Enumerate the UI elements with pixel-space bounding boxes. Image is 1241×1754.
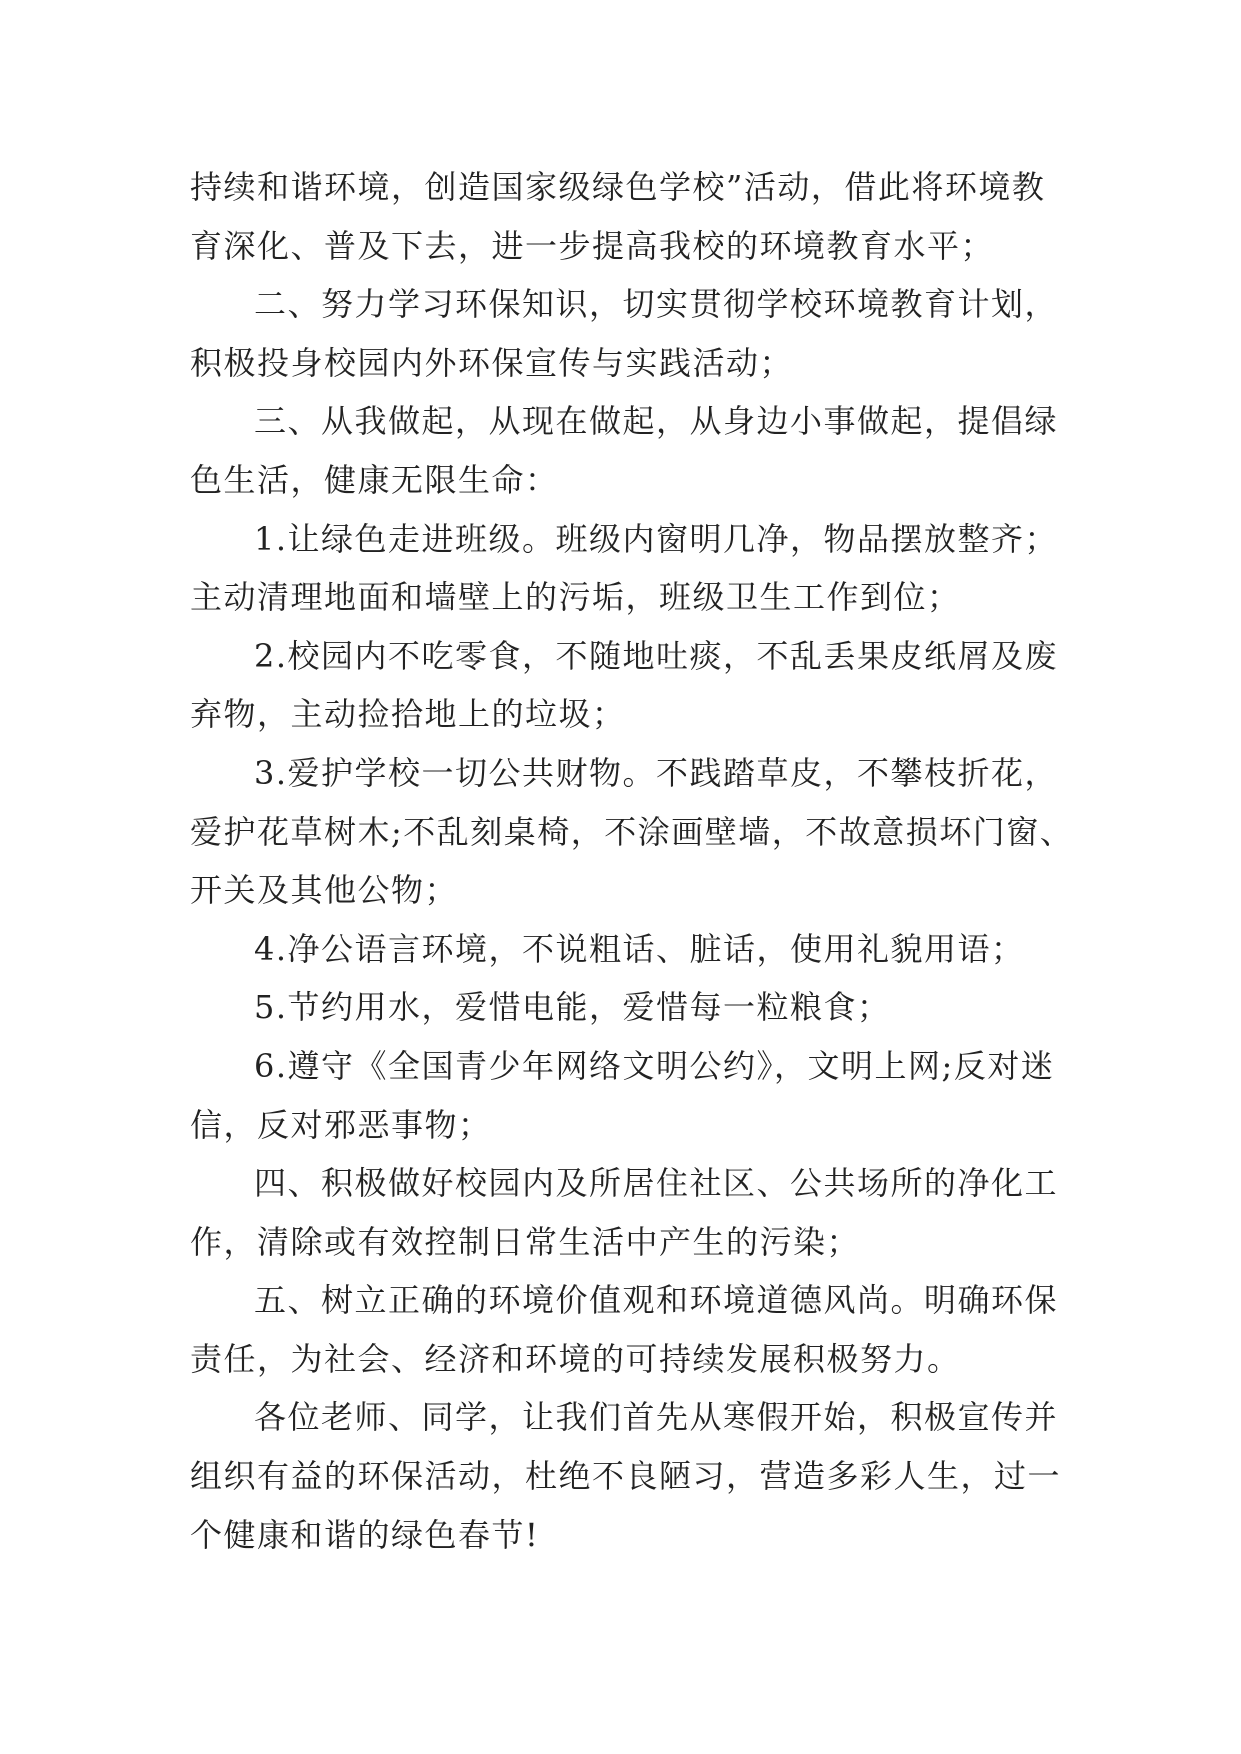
paragraph-line: 爱护花草树木;不乱刻桌椅，不涂画壁墙，不故意损坏门窗、 bbox=[190, 812, 1074, 851]
paragraph-line: 个健康和谐的绿色春节! bbox=[190, 1515, 540, 1554]
paragraph-line: 五、树立正确的环境价值观和环境道德风尚。明确环保 bbox=[254, 1281, 1059, 1320]
paragraph-line: 色生活，健康无限生命： bbox=[190, 460, 559, 499]
paragraph-line: 育深化、普及下去，进一步提高我校的环境教育水平； bbox=[190, 226, 995, 265]
paragraph-line: 信，反对邪恶事物； bbox=[190, 1105, 492, 1144]
paragraph-line: 6.遵守《全国青少年网络文明公约》，文明上网;反对迷 bbox=[254, 1046, 1055, 1085]
paragraph-line: 5.节约用水，爱惜电能，爱惜每一粒粮食； bbox=[254, 988, 891, 1027]
paragraph-line: 二、努力学习环保知识，切实贯彻学校环境教育计划， bbox=[254, 285, 1059, 324]
document-body bbox=[190, 158, 1074, 1564]
paragraph-line: 4.净公语言环境，不说粗话、脏话，使用礼貌用语； bbox=[254, 929, 1025, 968]
paragraph-line: 积极投身校园内外环保宣传与实践活动； bbox=[190, 343, 794, 382]
paragraph-line: 各位老师、同学，让我们首先从寒假开始，积极宣传并 bbox=[254, 1398, 1059, 1437]
paragraph-line: 责任，为社会、经济和环境的可持续发展积极努力。 bbox=[190, 1339, 961, 1378]
paragraph-line: 3.爱护学校一切公共财物。不践踏草皮，不攀枝折花， bbox=[254, 753, 1059, 792]
paragraph-line: 1.让绿色走进班级。班级内窗明几净，物品摆放整齐； bbox=[254, 519, 1059, 558]
paragraph-line: 弃物，主动捡拾地上的垃圾； bbox=[190, 695, 626, 734]
paragraph-line: 四、积极做好校园内及所居住社区、公共场所的净化工 bbox=[254, 1164, 1059, 1203]
paragraph-line: 开关及其他公物； bbox=[190, 871, 459, 910]
paragraph-line: 组织有益的环保活动，杜绝不良陋习，营造多彩人生，过一 bbox=[190, 1457, 1062, 1496]
paragraph-line: 三、从我做起，从现在做起，从身边小事做起，提倡绿 bbox=[254, 402, 1059, 441]
paragraph-line: 持续和谐环境，创造国家级绿色学校”活动，借此将环境教 bbox=[190, 168, 1046, 206]
paragraph-line: 作，清除或有效控制日常生活中产生的污染； bbox=[190, 1222, 861, 1261]
paragraph-line: 2.校园内不吃零食，不随地吐痰，不乱丢果皮纸屑及废 bbox=[254, 636, 1059, 675]
paragraph-line: 主动清理地面和墙壁上的污垢，班级卫生工作到位； bbox=[190, 578, 961, 617]
